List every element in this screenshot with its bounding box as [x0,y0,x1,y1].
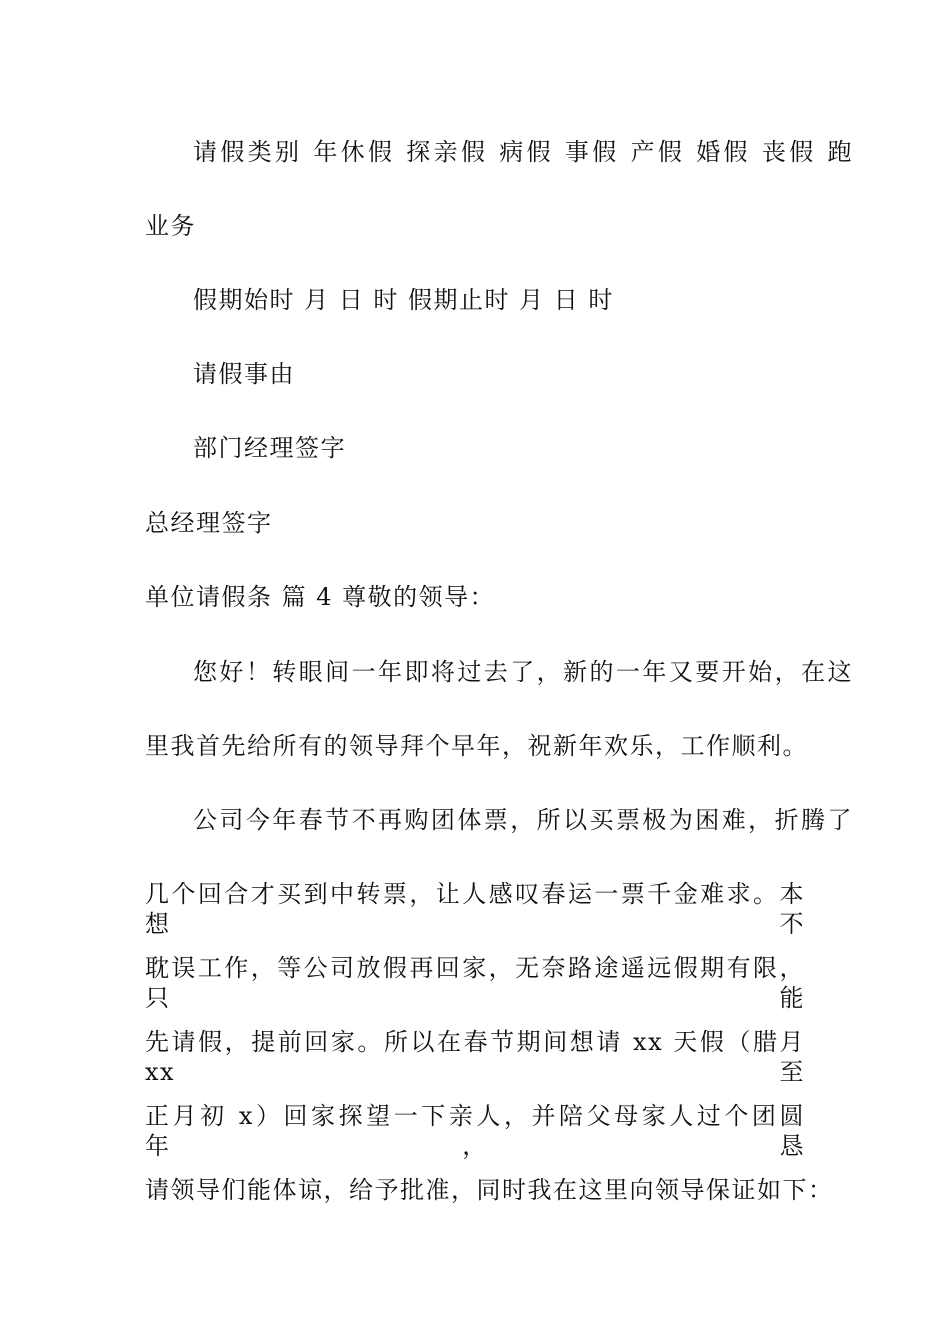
paragraph-line: 正月初 x）回家探望一下亲人，并陪父母家人过个团圆年，恳 [145,1102,805,1160]
leave-reason-label: 请假事由 [193,360,295,388]
leave-period-line: 假期始时 月 日 时 假期止时 月 日 时 [193,286,614,314]
paragraph-line: 几个回合才买到中转票，让人感叹春运一票千金难求。本想不 [145,880,805,938]
paragraph-line: 公司今年春节不再购团体票，所以买票极为困难，折腾了 [193,806,853,834]
department-manager-signature-label: 部门经理签字 [193,434,346,462]
paragraph-line: 请领导们能体谅，给予批准，同时我在这里向领导保证如下： [145,1176,834,1204]
leave-type-continuation: 业务 [145,212,196,240]
paragraph-line: 您好！转眼间一年即将过去了，新的一年又要开始，在这 [193,658,853,686]
section-heading: 单位请假条 篇 4 尊敬的领导： [145,583,496,611]
paragraph-line: 先请假，提前回家。所以在春节期间想请 xx 天假（腊月 xx 至 [145,1028,805,1086]
leave-type-line: 请假类别 年休假 探亲假 病假 事假 产假 婚假 丧假 跑 [193,138,853,166]
paragraph-line: 里我首先给所有的领导拜个早年，祝新年欢乐，工作顺利。 [145,732,808,760]
paragraph-line: 耽误工作，等公司放假再回家，无奈路途遥远假期有限，只能 [145,954,805,1012]
general-manager-signature-label: 总经理签字 [145,509,273,537]
